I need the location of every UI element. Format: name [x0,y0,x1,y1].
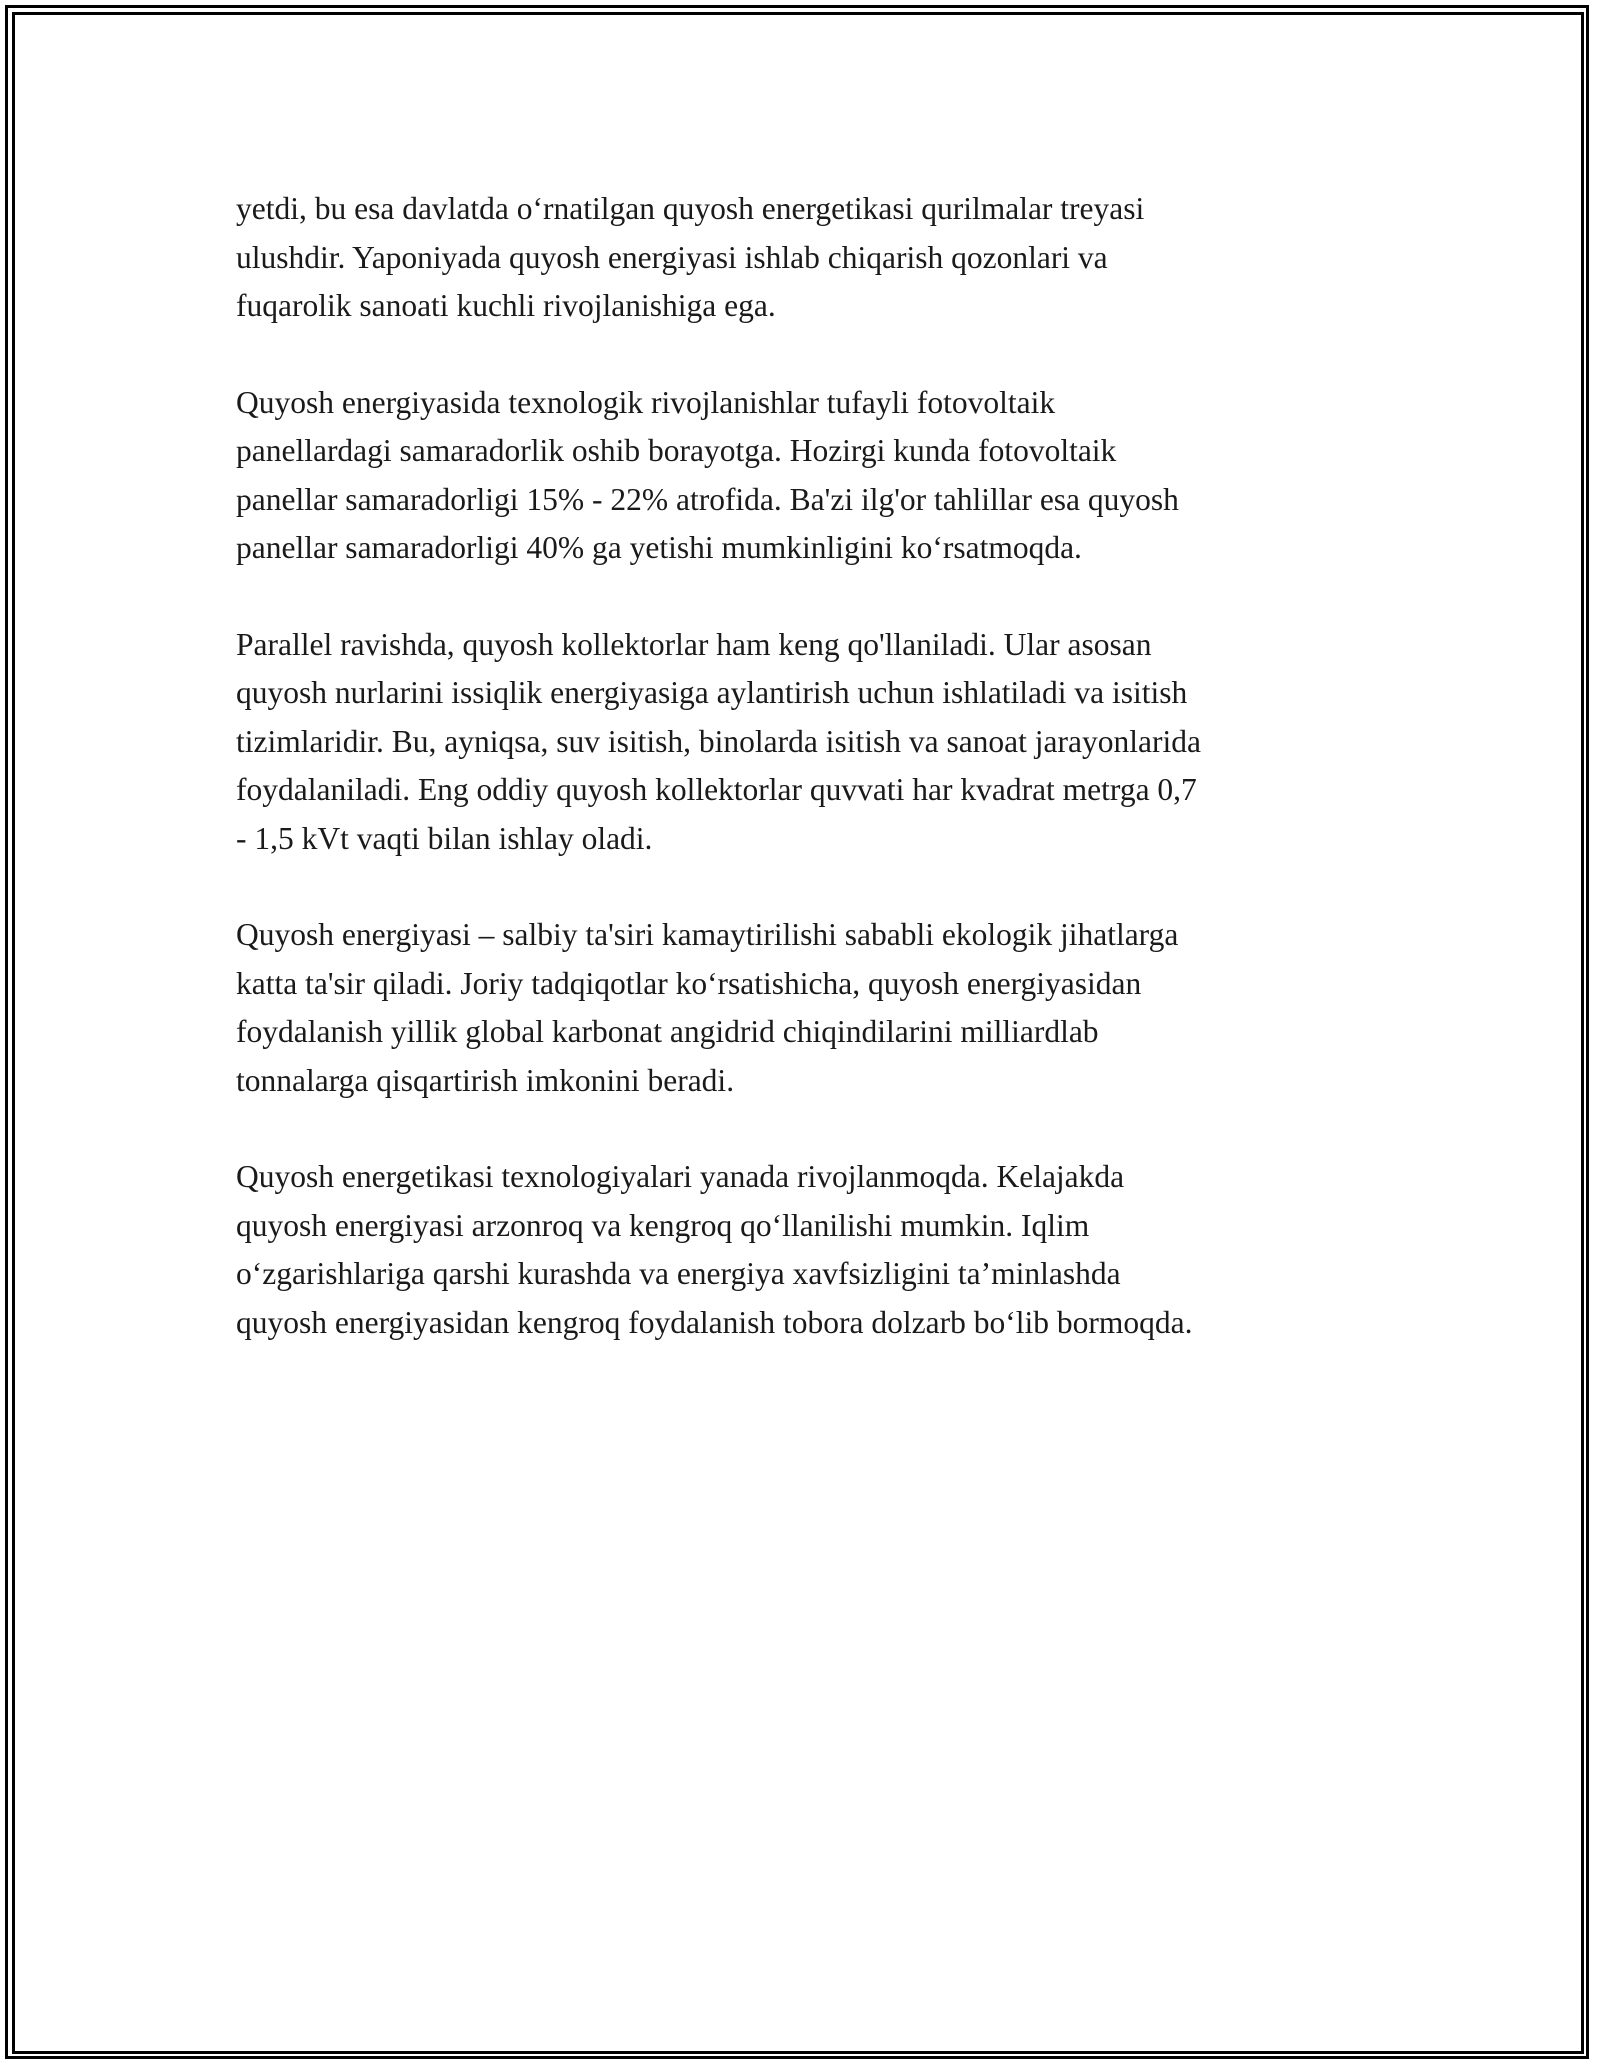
paragraph-1: yetdi, bu esa davlatda o‘rnatilgan quyosh energetikasi qurilmalar treyasi ulushdir. Yaponiyada quyosh energiyasi ishlab chiqarish qozonlari va fuqarolik sanoati kuchli rivojlanishiga ega. [236,191,1145,323]
paragraph-2: Quyosh energiyasida texnologik rivojlanishlar tufayli fotovoltaik panellardagi samaradorlik oshib borayotga. Hozirgi kunda fotovoltaik panellar samaradorligi 15% - 22% atrofida. Ba'zi ilg'or tahlillar esa quyosh panellar samaradorligi 40% ga yetishi mumkinligini ko‘rsatmoqda. [236,384,1179,565]
paragraph-3: Parallel ravishda, quyosh kollektorlar ham keng qo'llaniladi. Ular asosan quyosh nurlarini issiqlik energiyasiga aylantirish uchun ishlatiladi va isitish tizimlaridir. Bu, ayniqsa, suv isitish, binolarda isitish va sanoat jarayonlarida foydalaniladi. Eng oddiy quyosh kollektorlar quvvati har kvadrat metrga 0,7 - 1,5 kVt vaqti bilan ishlay oladi. [236,626,1201,856]
paragraph-5: Quyosh energetikasi texnologiyalari yanada rivojlanmoqda. Kelajakda quyosh energiyasi arzonroq va kengroq qo‘llanilishi mumkin. Iqlim o‘zgarishlariga qarshi kurashda va energiya xavfsizligini ta’minlashda quyosh energiyasidan kengroq foydalanish tobora dolzarb bo‘lib bormoqda. [236,1159,1193,1340]
paragraph-4: Quyosh energiyasi – salbiy ta'siri kamaytirilishi sababli ekologik jihatlarga katta ta'sir qiladi. Joriy tadqiqotlar ko‘rsatishicha, quyosh energiyasidan foydalanish yillik global karbonat angidrid chiqindilarini milliardlab tonnalarga qisqartirish imkonini beradi. [236,917,1179,1098]
document-body [236,185,1366,1395]
